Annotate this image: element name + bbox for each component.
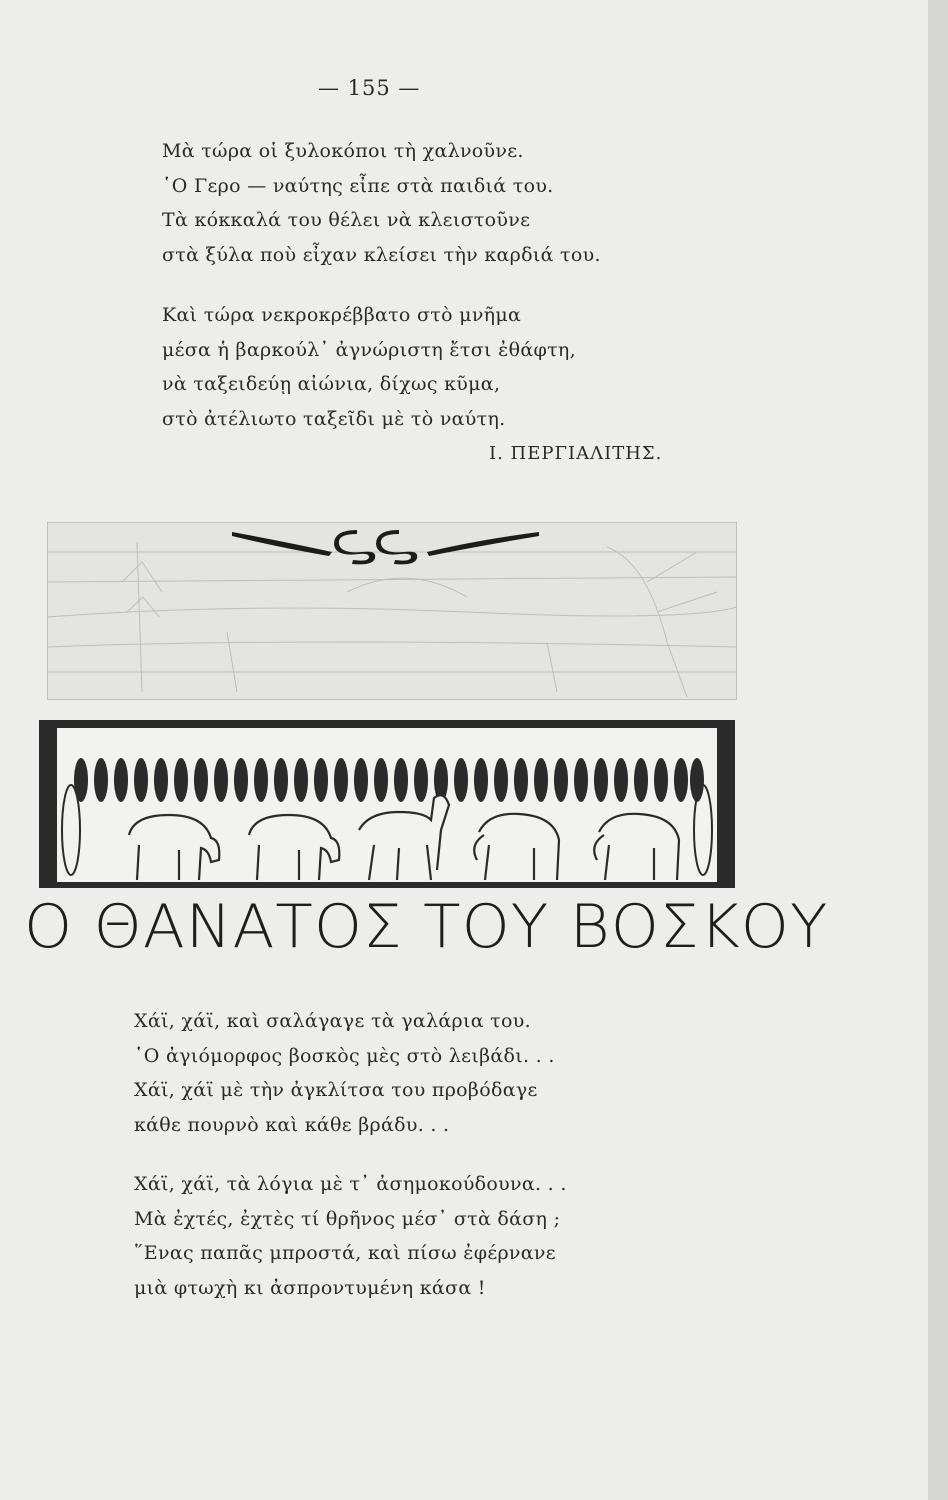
verse-line: στὰ ξύλα ποὺ εἶχαν κλείσει τὴν καρδιά του.	[162, 243, 601, 266]
poem-title: Ο ΘΑΝΑΤΟΣ ΤΟΥ ΒΟΣΚΟΥ	[24, 892, 829, 962]
verse-line: ῞Ενας παπᾶς μπροστά, καὶ πίσω ἐφέρνανε	[134, 1242, 556, 1264]
poem2-stanza-1	[134, 1004, 555, 1142]
page-number: — 155 —	[318, 76, 421, 100]
verse-line: κάθε πουρνὸ καὶ κάθε βράδυ. . .	[134, 1113, 450, 1136]
verse-line: Χάϊ, χάϊ, καὶ σαλάγαγε τὰ γαλάρια του.	[134, 1010, 531, 1032]
verse-line: Τὰ κόκκαλά του θέλει νὰ κλειστοῦνε	[162, 209, 531, 231]
poem2-stanza-2	[134, 1167, 567, 1305]
verse-line: ῾Ο ἀγιόμορφος βοσκὸς μὲς στὸ λειβάδι. . .	[134, 1044, 555, 1067]
author-signature: Ι. ΠΕΡΓΙΑΛΙΤΗΣ.	[489, 443, 663, 464]
verse-line: στὸ ἀτέλιωτο ταξεῖδι μὲ τὸ ναύτη.	[162, 407, 506, 430]
verse-line: Χάϊ, χάϊ, τὰ λόγια μὲ τ᾽ ἀσημοκούδουνα. . .	[134, 1173, 567, 1195]
verse-line: μέσα ἡ βαρκούλ᾽ ἀγνώριστη ἔτσι ἐθάφτη,	[162, 338, 576, 361]
poem1-stanza-2	[162, 298, 576, 436]
page-edge	[928, 0, 948, 1500]
poem1-stanza-1	[162, 134, 601, 272]
sheep-frieze	[39, 720, 735, 888]
verse-line: ῾Ο Γερο — ναύτης εἶπε στὰ παιδιά του.	[162, 174, 554, 197]
verse-line: Μὰ ἐχτές, ἐχτὲς τί θρῆνος μέσ᾽ στὰ δάση ;	[134, 1207, 561, 1230]
verse-line: Χάϊ, χάϊ μὲ τὴν ἀγκλίτσα του προβόδαγε	[134, 1079, 538, 1101]
verse-line: νὰ ταξειδεύῃ αἰώνια, δίχως κῦμα,	[162, 373, 501, 395]
verse-line: μιὰ φτωχὴ κι ἀσπροντυμένη κάσα !	[134, 1276, 486, 1299]
landscape-vignette	[47, 522, 737, 700]
verse-line: Καὶ τώρα νεκροκρέββατο στὸ μνῆμα	[162, 304, 522, 326]
verse-line: Μὰ τώρα οἱ ξυλοκόποι τὴ χαλνοῦνε.	[162, 140, 524, 162]
